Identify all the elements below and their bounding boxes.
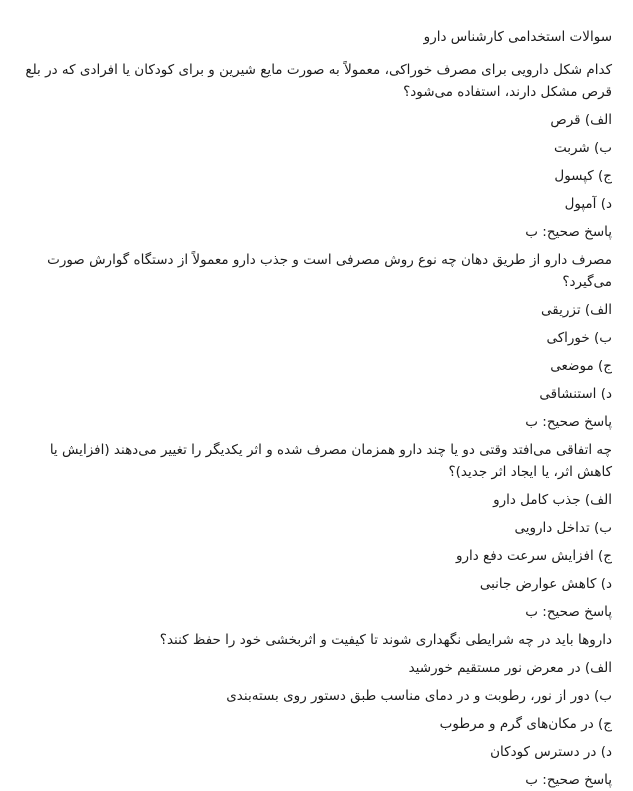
question-text: داروها باید در چه شرایطی نگهداری شوند تا کیفیت و اثربخشی خود را حفظ کنند؟ xyxy=(159,632,612,648)
option-jim: ج) کپسول xyxy=(554,168,612,184)
option-be: ب) تداخل دارویی xyxy=(514,520,612,536)
question-text: مصرف دارو از طریق دهان چه نوع روش مصرفی است و جذب دارو معمولاً از دستگاه گوارش صورت می‌گیرد؟ xyxy=(47,252,612,290)
answer-line: پاسخ صحیح: ب xyxy=(525,772,612,788)
document-title: سوالات استخدامی کارشناس دارو xyxy=(423,29,612,45)
option-alef: الف) جذب کامل دارو xyxy=(493,492,612,508)
option-alef: الف) در معرض نور مستقیم خورشید xyxy=(408,660,612,676)
answer-line: پاسخ صحیح: ب xyxy=(525,224,612,240)
option-jim: ج) در مکان‌های گرم و مرطوب xyxy=(439,716,612,732)
answer-line: پاسخ صحیح: ب xyxy=(525,414,612,430)
option-jim: ج) موضعی xyxy=(550,358,612,374)
answer-line: پاسخ صحیح: ب xyxy=(525,604,612,620)
question-block-3 xyxy=(20,439,612,623)
question-block-1 xyxy=(20,59,612,243)
option-alef: الف) قرص xyxy=(550,112,612,128)
option-jim: ج) افزایش سرعت دفع دارو xyxy=(455,548,612,564)
option-dal: د) کاهش عوارض جانبی xyxy=(479,576,612,592)
option-be: ب) شربت xyxy=(553,140,612,156)
question-text: کدام شکل دارویی برای مصرف خوراکی، معمولاً به صورت مایع شیرین و برای کودکان یا افرادی که در بلع قرص مشکل دارند، استفاده می‌شود؟ xyxy=(25,62,612,100)
option-be: ب) دور از نور، رطوبت و در دمای مناسب طبق دستور روی بسته‌بندی xyxy=(226,688,612,704)
option-alef: الف) تزریقی xyxy=(541,302,612,318)
option-dal: د) استنشاقی xyxy=(539,386,612,402)
question-block-4 xyxy=(20,629,612,791)
option-be: ب) خوراکی xyxy=(546,330,612,346)
question-text: چه اتفاقی می‌افتد وقتی دو یا چند دارو همزمان مصرف شده و اثر یکدیگر را تغییر می‌دهند (افزایش یا کاهش اثر، یا ایجاد اثر جدید)؟ xyxy=(49,442,612,480)
option-dal: د) در دسترس کودکان xyxy=(490,744,612,760)
option-dal: د) آمپول xyxy=(564,196,612,212)
question-block-2 xyxy=(20,249,612,433)
